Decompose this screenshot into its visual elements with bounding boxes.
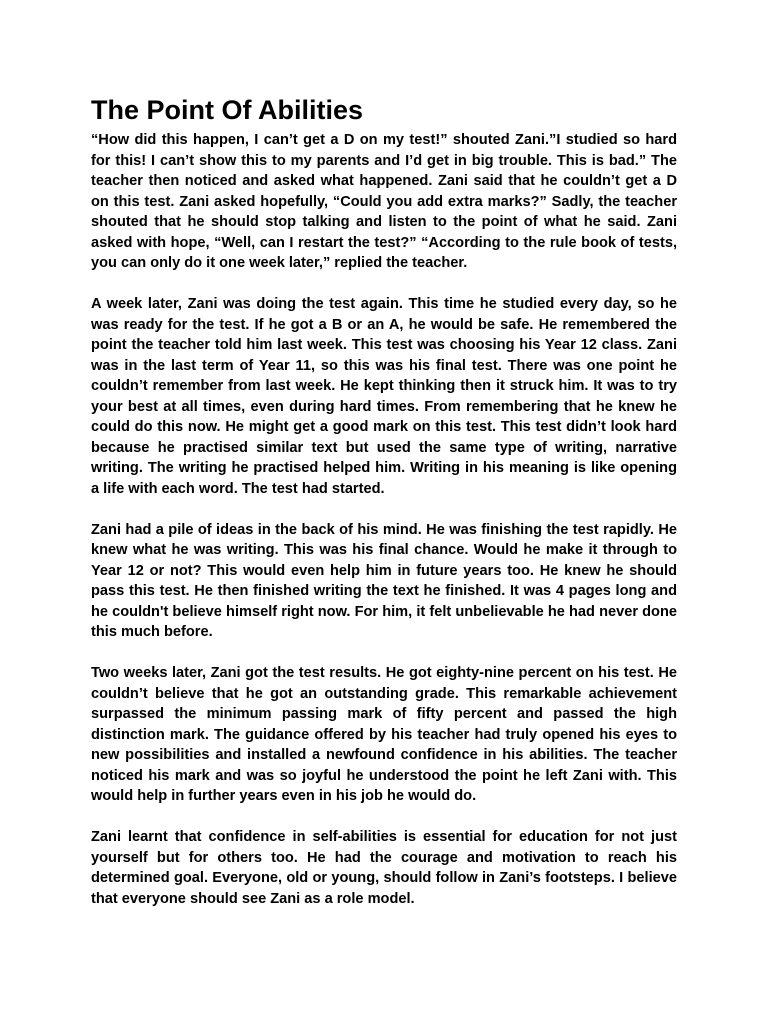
paragraph-5: Zani learnt that confidence in self-abilities is essential for education for not just yourself but for others too. He had the courage and motivation to reach his determined goal. Everyone, old or young, should follow in Zani’s footsteps. I believe that everyone should see Zani as a role model.: [91, 829, 677, 907]
document-page: [91, 92, 677, 909]
paragraph-1: “How did this happen, I can’t get a D on my test!” shouted Zani.”I studied so hard for this! I can’t show this to my parents and I’d get in big trouble. This is bad.” The teacher then noticed and asked what happened. Zani said that he couldn’t get a D on this test. Zani asked hopefully, “Could you add extra marks?” Sadly, the teacher shouted that he should stop talking and listen to the point of what he said. Zani asked with hope, “Well, can I restart the test?” “According to the rule book of tests, you can only do it one week later,” replied the teacher.: [91, 132, 677, 271]
paragraph-4: Two weeks later, Zani got the test results. He got eighty-nine percent on his test. He couldn’t believe that he got an outstanding grade. This remarkable achievement surpassed the minimum passing mark of fifty percent and passed the high distinction mark. The guidance offered by his teacher had truly opened his eyes to new possibilities and installed a newfound confidence in his abilities. The teacher noticed his mark and was so joyful he understood the point he left Zani with. This would help in further years even in his job he would do.: [91, 665, 677, 804]
document-title: The Point Of Abilities: [91, 95, 364, 125]
paragraph-3: Zani had a pile of ideas in the back of his mind. He was finishing the test rapidly. He knew what he was writing. This was his final chance. Would he make it through to Year 12 or not? This would even help him in future years too. He knew he should pass this test. He then finished writing the text he finished. It was 4 pages long and he couldn't believe himself right now. For him, it felt unbelievable he had never done this much before.: [91, 521, 677, 640]
paragraph-2: A week later, Zani was doing the test again. This time he studied every day, so he was ready for the test. If he got a B or an A, he would be safe. He remembered the point the teacher told him last week. This test was choosing his Year 12 class. Zani was in the last term of Year 11, so this was his final test. There was one point he couldn’t remember from last week. He kept thinking then it struck him. It was to try your best at all times, even during hard times. From remembering that he knew he could do this now. He might get a good mark on this test. This test didn’t look hard because he practised similar text but used the same type of writing, narrative writing. The writing he practised helped him. Writing in his meaning is like opening a life with each word. The test had started.: [91, 296, 677, 497]
